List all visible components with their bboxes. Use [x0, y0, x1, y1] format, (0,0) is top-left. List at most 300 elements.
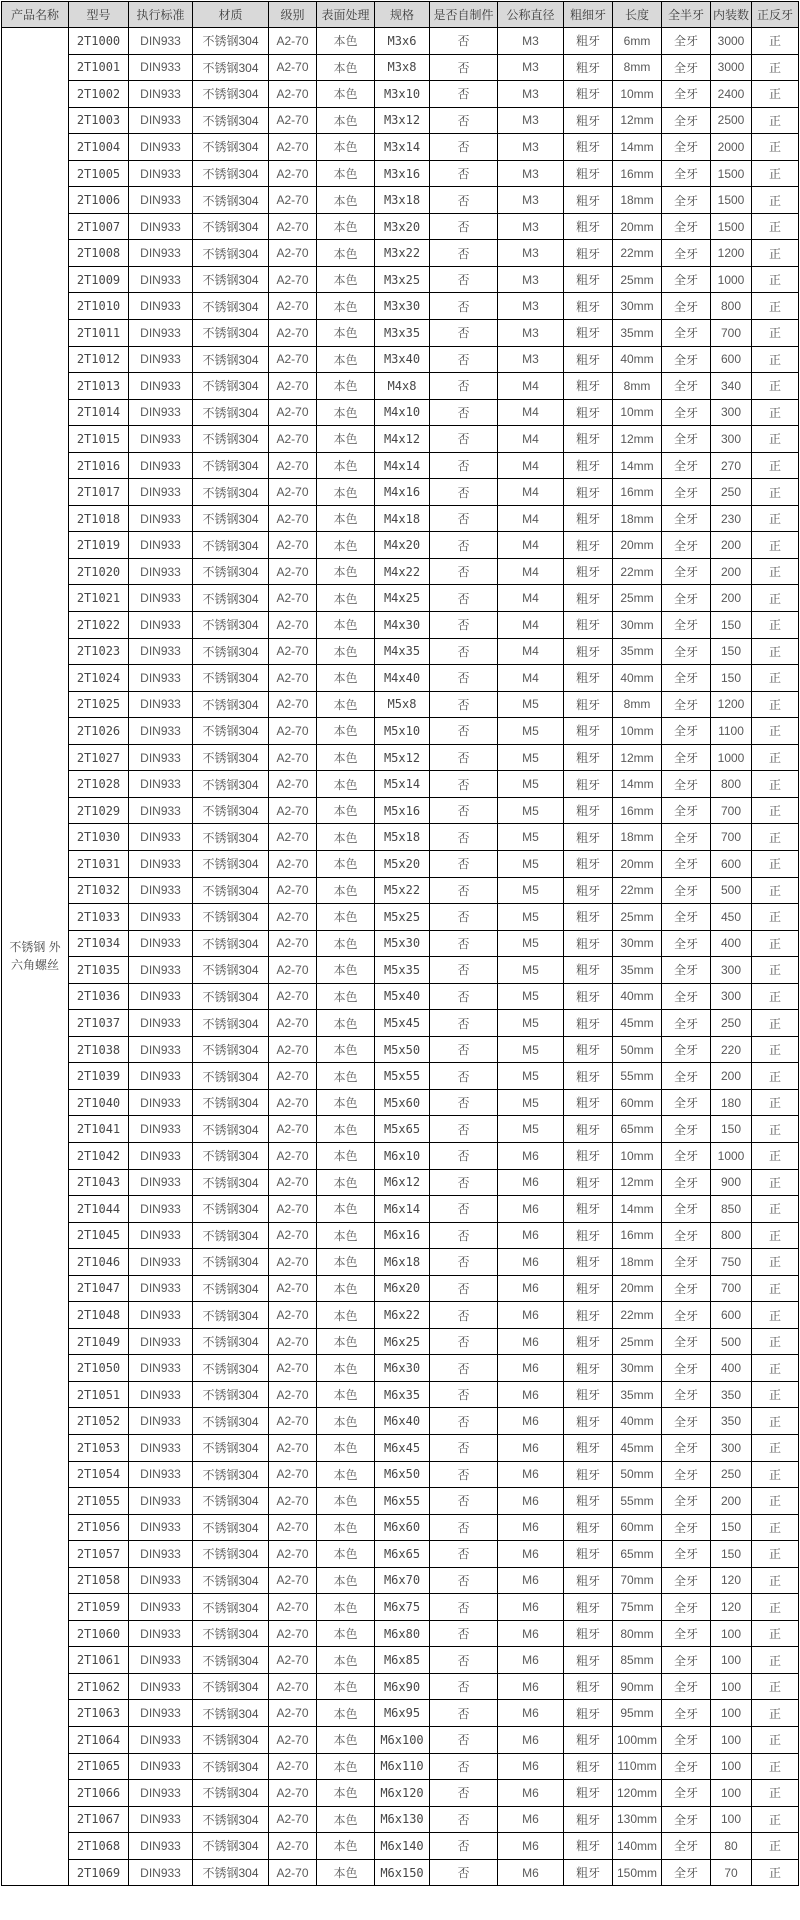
cell-material: 不锈钢304: [193, 1780, 269, 1807]
table-row: [2, 1780, 799, 1807]
cell-length: 150mm: [613, 1859, 662, 1886]
cell-surface: 本色: [317, 1567, 375, 1594]
cell-standard: DIN933: [129, 1328, 193, 1355]
cell-self-made: 否: [430, 930, 498, 957]
cell-thread-coverage: 全牙: [662, 1222, 711, 1249]
table-row: [2, 81, 799, 108]
cell-model: 2T1008: [69, 240, 129, 267]
cell-qty: 1200: [711, 240, 752, 267]
cell-standard: DIN933: [129, 1434, 193, 1461]
cell-self-made: 否: [430, 213, 498, 240]
cell-thread-coverage: 全牙: [662, 1541, 711, 1568]
table-row: [2, 1753, 799, 1780]
cell-qty: 180: [711, 1089, 752, 1116]
cell-self-made: 否: [430, 877, 498, 904]
cell-material: 不锈钢304: [193, 691, 269, 718]
cell-thread-coverage: 全牙: [662, 1408, 711, 1435]
cell-thread-pitch: 粗牙: [564, 850, 613, 877]
cell-model: 2T1046: [69, 1249, 129, 1276]
cell-diameter: M4: [498, 399, 564, 426]
cell-spec: M5x55: [375, 1063, 430, 1090]
column-header: 表面处理: [317, 2, 375, 28]
cell-length: 20mm: [613, 532, 662, 559]
cell-diameter: M5: [498, 797, 564, 824]
table-row: [2, 1541, 799, 1568]
cell-thread-pitch: 粗牙: [564, 1063, 613, 1090]
cell-grade: A2-70: [269, 930, 317, 957]
cell-qty: 120: [711, 1594, 752, 1621]
cell-qty: 300: [711, 983, 752, 1010]
cell-spec: M6x110: [375, 1753, 430, 1780]
cell-thread-pitch: 粗牙: [564, 1488, 613, 1515]
cell-material: 不锈钢304: [193, 558, 269, 585]
cell-qty: 200: [711, 558, 752, 585]
cell-thread-coverage: 全牙: [662, 1567, 711, 1594]
cell-surface: 本色: [317, 1647, 375, 1674]
cell-diameter: M4: [498, 426, 564, 453]
cell-self-made: 否: [430, 1063, 498, 1090]
cell-material: 不锈钢304: [193, 1302, 269, 1329]
cell-qty: 300: [711, 1434, 752, 1461]
table-row: [2, 1355, 799, 1382]
cell-surface: 本色: [317, 957, 375, 984]
cell-direction: 正: [752, 134, 799, 161]
cell-standard: DIN933: [129, 930, 193, 957]
cell-material: 不锈钢304: [193, 1381, 269, 1408]
cell-grade: A2-70: [269, 266, 317, 293]
cell-length: 14mm: [613, 452, 662, 479]
cell-material: 不锈钢304: [193, 320, 269, 347]
cell-qty: 2000: [711, 134, 752, 161]
cell-self-made: 否: [430, 558, 498, 585]
cell-standard: DIN933: [129, 1514, 193, 1541]
cell-length: 40mm: [613, 983, 662, 1010]
table-row: [2, 293, 799, 320]
cell-standard: DIN933: [129, 187, 193, 214]
cell-self-made: 否: [430, 1567, 498, 1594]
cell-length: 12mm: [613, 426, 662, 453]
cell-material: 不锈钢304: [193, 1541, 269, 1568]
cell-direction: 正: [752, 1222, 799, 1249]
cell-qty: 250: [711, 479, 752, 506]
table-row: [2, 1328, 799, 1355]
cell-thread-pitch: 粗牙: [564, 1196, 613, 1223]
cell-length: 10mm: [613, 81, 662, 108]
cell-material: 不锈钢304: [193, 452, 269, 479]
cell-self-made: 否: [430, 1780, 498, 1807]
cell-thread-pitch: 粗牙: [564, 320, 613, 347]
cell-thread-coverage: 全牙: [662, 399, 711, 426]
cell-thread-pitch: 粗牙: [564, 638, 613, 665]
cell-standard: DIN933: [129, 1275, 193, 1302]
cell-qty: 1500: [711, 160, 752, 187]
cell-direction: 正: [752, 1647, 799, 1674]
cell-self-made: 否: [430, 479, 498, 506]
cell-qty: 150: [711, 665, 752, 692]
cell-direction: 正: [752, 1089, 799, 1116]
cell-spec: M6x10: [375, 1142, 430, 1169]
cell-spec: M5x40: [375, 983, 430, 1010]
cell-self-made: 否: [430, 638, 498, 665]
cell-qty: 230: [711, 505, 752, 532]
cell-thread-pitch: 粗牙: [564, 240, 613, 267]
cell-diameter: M4: [498, 558, 564, 585]
cell-diameter: M6: [498, 1780, 564, 1807]
cell-qty: 1500: [711, 187, 752, 214]
table-row: [2, 665, 799, 692]
cell-material: 不锈钢304: [193, 399, 269, 426]
cell-model: 2T1066: [69, 1780, 129, 1807]
cell-thread-pitch: 粗牙: [564, 1594, 613, 1621]
cell-self-made: 否: [430, 824, 498, 851]
cell-thread-pitch: 粗牙: [564, 266, 613, 293]
cell-direction: 正: [752, 107, 799, 134]
cell-thread-coverage: 全牙: [662, 81, 711, 108]
cell-diameter: M4: [498, 665, 564, 692]
cell-model: 2T1042: [69, 1142, 129, 1169]
cell-thread-coverage: 全牙: [662, 1780, 711, 1807]
cell-thread-coverage: 全牙: [662, 1063, 711, 1090]
cell-qty: 1000: [711, 744, 752, 771]
table-row: [2, 187, 799, 214]
cell-length: 30mm: [613, 293, 662, 320]
cell-length: 70mm: [613, 1567, 662, 1594]
table-row: [2, 1833, 799, 1860]
table-row: [2, 213, 799, 240]
cell-direction: 正: [752, 665, 799, 692]
cell-model: 2T1062: [69, 1673, 129, 1700]
cell-material: 不锈钢304: [193, 1753, 269, 1780]
cell-diameter: M5: [498, 1116, 564, 1143]
cell-surface: 本色: [317, 1673, 375, 1700]
cell-thread-coverage: 全牙: [662, 1673, 711, 1700]
cell-material: 不锈钢304: [193, 1355, 269, 1382]
cell-thread-pitch: 粗牙: [564, 213, 613, 240]
cell-thread-pitch: 粗牙: [564, 1673, 613, 1700]
cell-length: 60mm: [613, 1089, 662, 1116]
cell-surface: 本色: [317, 771, 375, 798]
cell-material: 不锈钢304: [193, 824, 269, 851]
cell-grade: A2-70: [269, 1780, 317, 1807]
cell-self-made: 否: [430, 1249, 498, 1276]
cell-direction: 正: [752, 1196, 799, 1223]
cell-length: 25mm: [613, 585, 662, 612]
table-row: [2, 1461, 799, 1488]
cell-length: 22mm: [613, 877, 662, 904]
cell-surface: 本色: [317, 983, 375, 1010]
cell-self-made: 否: [430, 320, 498, 347]
cell-thread-pitch: 粗牙: [564, 824, 613, 851]
cell-qty: 200: [711, 532, 752, 559]
cell-material: 不锈钢304: [193, 28, 269, 55]
cell-thread-pitch: 粗牙: [564, 107, 613, 134]
cell-direction: 正: [752, 1753, 799, 1780]
cell-thread-coverage: 全牙: [662, 558, 711, 585]
cell-material: 不锈钢304: [193, 1142, 269, 1169]
cell-qty: 270: [711, 452, 752, 479]
cell-thread-coverage: 全牙: [662, 691, 711, 718]
cell-material: 不锈钢304: [193, 1249, 269, 1276]
cell-spec: M4x8: [375, 373, 430, 400]
cell-grade: A2-70: [269, 81, 317, 108]
cell-direction: 正: [752, 1727, 799, 1754]
cell-thread-coverage: 全牙: [662, 1381, 711, 1408]
cell-diameter: M3: [498, 213, 564, 240]
cell-grade: A2-70: [269, 1859, 317, 1886]
cell-thread-coverage: 全牙: [662, 1116, 711, 1143]
table-row: [2, 1142, 799, 1169]
cell-thread-coverage: 全牙: [662, 1700, 711, 1727]
cell-surface: 本色: [317, 373, 375, 400]
cell-qty: 100: [711, 1620, 752, 1647]
cell-qty: 3000: [711, 28, 752, 55]
cell-grade: A2-70: [269, 505, 317, 532]
cell-qty: 100: [711, 1673, 752, 1700]
cell-self-made: 否: [430, 54, 498, 81]
cell-grade: A2-70: [269, 1647, 317, 1674]
cell-spec: M5x10: [375, 718, 430, 745]
cell-surface: 本色: [317, 824, 375, 851]
cell-diameter: M3: [498, 187, 564, 214]
cell-spec: M5x45: [375, 1010, 430, 1037]
cell-direction: 正: [752, 346, 799, 373]
cell-spec: M5x50: [375, 1036, 430, 1063]
cell-standard: DIN933: [129, 1859, 193, 1886]
cell-thread-pitch: 粗牙: [564, 771, 613, 798]
cell-grade: A2-70: [269, 1036, 317, 1063]
cell-length: 12mm: [613, 107, 662, 134]
cell-standard: DIN933: [129, 54, 193, 81]
cell-grade: A2-70: [269, 293, 317, 320]
cell-model: 2T1005: [69, 160, 129, 187]
column-header: 材质: [193, 2, 269, 28]
cell-standard: DIN933: [129, 1753, 193, 1780]
cell-model: 2T1029: [69, 797, 129, 824]
table-row: [2, 691, 799, 718]
cell-diameter: M5: [498, 1010, 564, 1037]
cell-model: 2T1061: [69, 1647, 129, 1674]
cell-thread-coverage: 全牙: [662, 638, 711, 665]
cell-qty: 100: [711, 1753, 752, 1780]
cell-model: 2T1064: [69, 1727, 129, 1754]
cell-material: 不锈钢304: [193, 1434, 269, 1461]
cell-surface: 本色: [317, 1620, 375, 1647]
cell-self-made: 否: [430, 1488, 498, 1515]
cell-direction: 正: [752, 293, 799, 320]
cell-self-made: 否: [430, 1010, 498, 1037]
table-row: [2, 1673, 799, 1700]
cell-direction: 正: [752, 1249, 799, 1276]
cell-length: 35mm: [613, 957, 662, 984]
cell-thread-pitch: 粗牙: [564, 1355, 613, 1382]
cell-thread-pitch: 粗牙: [564, 1089, 613, 1116]
cell-qty: 200: [711, 1488, 752, 1515]
table-row: [2, 1196, 799, 1223]
cell-model: 2T1038: [69, 1036, 129, 1063]
cell-model: 2T1025: [69, 691, 129, 718]
cell-spec: M6x120: [375, 1780, 430, 1807]
cell-direction: 正: [752, 1355, 799, 1382]
cell-spec: M4x25: [375, 585, 430, 612]
column-header: 公称直径: [498, 2, 564, 28]
cell-thread-coverage: 全牙: [662, 771, 711, 798]
cell-self-made: 否: [430, 1753, 498, 1780]
cell-diameter: M3: [498, 320, 564, 347]
cell-self-made: 否: [430, 904, 498, 931]
cell-thread-coverage: 全牙: [662, 1488, 711, 1515]
cell-qty: 750: [711, 1249, 752, 1276]
table-row: [2, 957, 799, 984]
cell-grade: A2-70: [269, 1116, 317, 1143]
cell-grade: A2-70: [269, 797, 317, 824]
cell-material: 不锈钢304: [193, 1169, 269, 1196]
cell-model: 2T1031: [69, 850, 129, 877]
table-row: [2, 744, 799, 771]
cell-direction: 正: [752, 1328, 799, 1355]
cell-self-made: 否: [430, 718, 498, 745]
cell-grade: A2-70: [269, 107, 317, 134]
cell-diameter: M6: [498, 1408, 564, 1435]
table-row: [2, 1727, 799, 1754]
cell-standard: DIN933: [129, 213, 193, 240]
cell-diameter: M5: [498, 904, 564, 931]
cell-qty: 300: [711, 957, 752, 984]
cell-standard: DIN933: [129, 1620, 193, 1647]
cell-spec: M3x18: [375, 187, 430, 214]
table-row: [2, 1169, 799, 1196]
cell-model: 2T1030: [69, 824, 129, 851]
cell-diameter: M6: [498, 1275, 564, 1302]
cell-standard: DIN933: [129, 1249, 193, 1276]
cell-thread-coverage: 全牙: [662, 1249, 711, 1276]
cell-material: 不锈钢304: [193, 1116, 269, 1143]
cell-direction: 正: [752, 1461, 799, 1488]
cell-material: 不锈钢304: [193, 718, 269, 745]
cell-spec: M3x25: [375, 266, 430, 293]
cell-diameter: M6: [498, 1620, 564, 1647]
cell-standard: DIN933: [129, 1222, 193, 1249]
cell-self-made: 否: [430, 665, 498, 692]
cell-length: 25mm: [613, 266, 662, 293]
cell-material: 不锈钢304: [193, 160, 269, 187]
cell-grade: A2-70: [269, 1461, 317, 1488]
cell-thread-pitch: 粗牙: [564, 1859, 613, 1886]
cell-grade: A2-70: [269, 665, 317, 692]
cell-surface: 本色: [317, 1461, 375, 1488]
cell-spec: M5x25: [375, 904, 430, 931]
cell-surface: 本色: [317, 1328, 375, 1355]
cell-length: 40mm: [613, 346, 662, 373]
cell-thread-coverage: 全牙: [662, 1514, 711, 1541]
cell-self-made: 否: [430, 187, 498, 214]
cell-model: 2T1069: [69, 1859, 129, 1886]
cell-diameter: M6: [498, 1434, 564, 1461]
cell-qty: 500: [711, 877, 752, 904]
cell-surface: 本色: [317, 160, 375, 187]
cell-model: 2T1019: [69, 532, 129, 559]
cell-grade: A2-70: [269, 1514, 317, 1541]
cell-length: 40mm: [613, 1408, 662, 1435]
cell-thread-pitch: 粗牙: [564, 1328, 613, 1355]
cell-model: 2T1028: [69, 771, 129, 798]
cell-direction: 正: [752, 983, 799, 1010]
cell-self-made: 否: [430, 585, 498, 612]
cell-model: 2T1067: [69, 1806, 129, 1833]
cell-spec: M3x35: [375, 320, 430, 347]
cell-self-made: 否: [430, 81, 498, 108]
cell-qty: 100: [711, 1780, 752, 1807]
cell-direction: 正: [752, 1567, 799, 1594]
cell-direction: 正: [752, 28, 799, 55]
cell-length: 14mm: [613, 771, 662, 798]
cell-length: 45mm: [613, 1010, 662, 1037]
cell-spec: M5x12: [375, 744, 430, 771]
cell-model: 2T1001: [69, 54, 129, 81]
cell-thread-coverage: 全牙: [662, 107, 711, 134]
cell-thread-coverage: 全牙: [662, 1753, 711, 1780]
cell-model: 2T1002: [69, 81, 129, 108]
cell-qty: 700: [711, 797, 752, 824]
cell-spec: M4x35: [375, 638, 430, 665]
cell-spec: M6x70: [375, 1567, 430, 1594]
cell-diameter: M6: [498, 1859, 564, 1886]
table-row: [2, 585, 799, 612]
cell-material: 不锈钢304: [193, 1222, 269, 1249]
cell-diameter: M6: [498, 1302, 564, 1329]
cell-self-made: 否: [430, 426, 498, 453]
table-row: [2, 134, 799, 161]
cell-spec: M6x140: [375, 1833, 430, 1860]
cell-grade: A2-70: [269, 346, 317, 373]
cell-direction: 正: [752, 320, 799, 347]
cell-material: 不锈钢304: [193, 213, 269, 240]
cell-grade: A2-70: [269, 1169, 317, 1196]
cell-grade: A2-70: [269, 213, 317, 240]
cell-material: 不锈钢304: [193, 1806, 269, 1833]
cell-model: 2T1043: [69, 1169, 129, 1196]
table-row: [2, 107, 799, 134]
cell-diameter: M6: [498, 1594, 564, 1621]
cell-thread-pitch: 粗牙: [564, 28, 613, 55]
table-row: [2, 1249, 799, 1276]
cell-standard: DIN933: [129, 1488, 193, 1515]
cell-standard: DIN933: [129, 1381, 193, 1408]
cell-thread-coverage: 全牙: [662, 1036, 711, 1063]
cell-surface: 本色: [317, 1063, 375, 1090]
cell-length: 35mm: [613, 320, 662, 347]
cell-material: 不锈钢304: [193, 1461, 269, 1488]
cell-material: 不锈钢304: [193, 850, 269, 877]
table-row: [2, 771, 799, 798]
cell-material: 不锈钢304: [193, 479, 269, 506]
cell-model: 2T1011: [69, 320, 129, 347]
cell-grade: A2-70: [269, 28, 317, 55]
cell-grade: A2-70: [269, 1541, 317, 1568]
cell-grade: A2-70: [269, 373, 317, 400]
cell-standard: DIN933: [129, 1142, 193, 1169]
cell-standard: DIN933: [129, 1408, 193, 1435]
cell-model: 2T1058: [69, 1567, 129, 1594]
cell-direction: 正: [752, 1116, 799, 1143]
cell-surface: 本色: [317, 54, 375, 81]
cell-surface: 本色: [317, 1381, 375, 1408]
cell-length: 20mm: [613, 1275, 662, 1302]
cell-self-made: 否: [430, 850, 498, 877]
cell-self-made: 否: [430, 744, 498, 771]
cell-self-made: 否: [430, 691, 498, 718]
cell-material: 不锈钢304: [193, 771, 269, 798]
cell-direction: 正: [752, 1594, 799, 1621]
